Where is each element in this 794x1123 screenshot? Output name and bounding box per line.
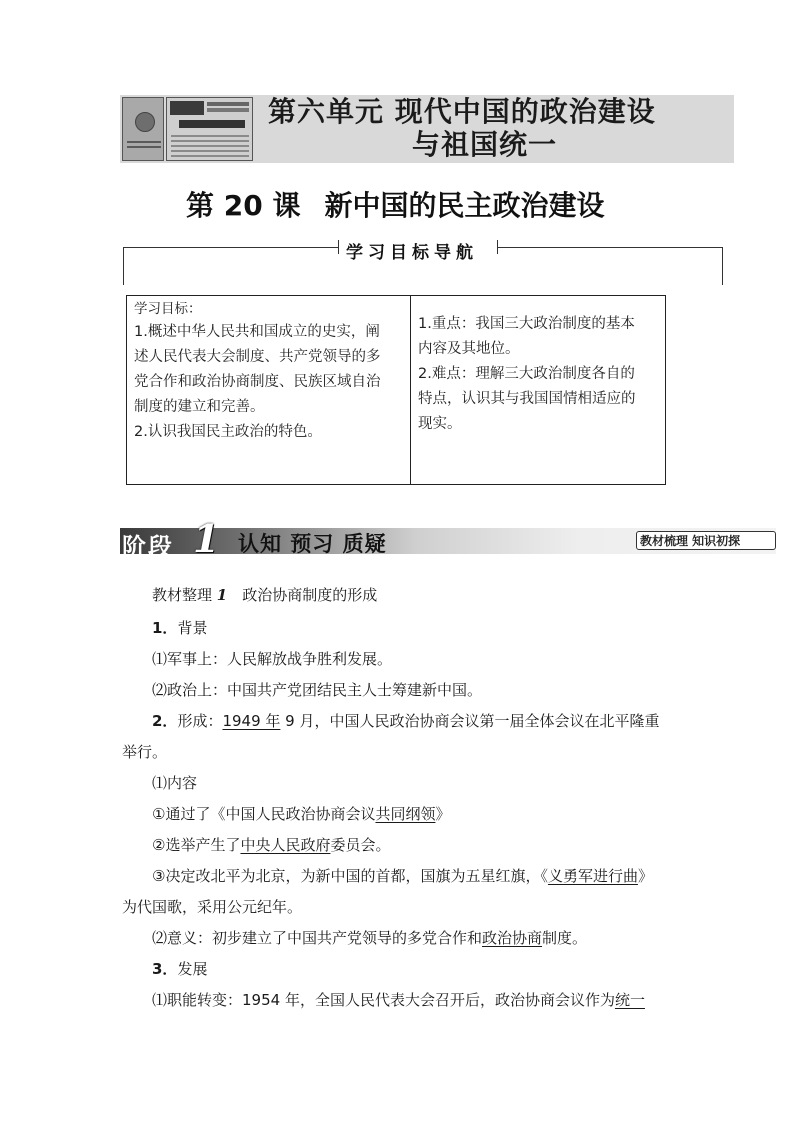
heading-development: 3．发展 bbox=[152, 960, 208, 978]
blank-answer: 中央人民政府 bbox=[240, 836, 331, 854]
section-rule-left bbox=[123, 247, 124, 285]
passport-emblem-image bbox=[122, 97, 164, 161]
stage-tag: 教材梳理 知识初探 bbox=[640, 534, 741, 548]
blank-answer: 政治协商 bbox=[482, 929, 543, 947]
blank-answer: 共同纲领 bbox=[375, 805, 436, 823]
paragraph-line: ⑴内容 bbox=[152, 774, 198, 792]
blank-answer: 义勇军进行曲 bbox=[547, 867, 638, 885]
objective-line: 1.概述中华人民共和国成立的史实，阐 bbox=[134, 324, 380, 340]
focus-line: 内容及其地位。 bbox=[418, 341, 520, 357]
section-label: 学习目标导航 bbox=[346, 243, 478, 263]
blank-answer: 1949 年 bbox=[222, 712, 281, 730]
lesson-name: 新中国的民主政治建设 bbox=[324, 189, 605, 222]
paragraph-line: ③决定改北平为北京，为新中国的首都，国旗为五星红旗，《义勇军进行曲》 bbox=[152, 867, 653, 885]
stage-title: 认知 预习 质疑 bbox=[238, 531, 387, 556]
paragraph-line: ⑴军事上：人民解放战争胜利发展。 bbox=[152, 650, 393, 668]
newspaper-headline bbox=[179, 120, 245, 128]
blank-answer: 统一 bbox=[614, 991, 645, 1009]
paragraph-line: ⑵意义：初步建立了中国共产党领导的多党合作和政治协商制度。 bbox=[152, 929, 588, 947]
unit-title-line-1: 第六单元 现代中国的政治建设 bbox=[268, 95, 656, 128]
focus-line: 现实。 bbox=[418, 416, 462, 432]
focus-line: 1.重点：我国三大政治制度的基本 bbox=[418, 316, 635, 332]
stage-number: 1 bbox=[193, 516, 220, 561]
objectives-divider bbox=[410, 295, 411, 485]
emblem-seal bbox=[135, 112, 155, 132]
paragraph-line: ⑴职能转变：1954 年，全国人民代表大会召开后，政治协商会议作为统一 bbox=[152, 991, 645, 1009]
section-rule-right bbox=[722, 247, 723, 285]
focus-line: 2.难点：理解三大政治制度各自的 bbox=[418, 366, 635, 382]
heading-formation: 2．形成：1949 年 9 月，中国人民政治协商会议第一届全体会议在北平隆重 bbox=[152, 712, 660, 730]
heading-background: 1．背景 bbox=[152, 619, 208, 637]
paragraph-line: ②选举产生了中央人民政府委员会。 bbox=[152, 836, 391, 854]
objective-line: 制度的建立和完善。 bbox=[134, 399, 265, 415]
focus-line: 特点，认识其与我国国情相适应的 bbox=[418, 391, 636, 407]
objectives-heading: 学习目标： bbox=[134, 301, 202, 317]
paragraph-line: 为代国歌，采用公元纪年。 bbox=[122, 898, 303, 916]
paragraph-line: 举行。 bbox=[122, 743, 168, 761]
newspaper-masthead bbox=[170, 101, 204, 115]
lesson-number: 第 20 课 bbox=[186, 189, 301, 222]
newspaper-image bbox=[166, 97, 253, 161]
material-heading: 教材整理 1 政治协商制度的形成 bbox=[152, 586, 378, 604]
objectives-left-cell bbox=[134, 298, 406, 445]
objective-line: 党合作和政治协商制度、民族区域自治 bbox=[134, 374, 381, 390]
emblem-caption-lines bbox=[127, 138, 161, 154]
lesson-title bbox=[186, 184, 604, 224]
paragraph-line: ⑵政治上：中国共产党团结民主人士筹建新中国。 bbox=[152, 681, 483, 699]
stage-label: 阶段 bbox=[122, 533, 174, 561]
paragraph-line: ①通过了《中国人民政治协商会议共同纲领》 bbox=[152, 805, 451, 823]
objective-line: 2.认识我国民主政治的特色。 bbox=[134, 424, 322, 440]
objectives-right-cell bbox=[418, 312, 662, 437]
objective-line: 述人民代表大会制度、共产党领导的多 bbox=[134, 349, 381, 365]
unit-title-line-2: 与祖国统一 bbox=[412, 128, 558, 161]
